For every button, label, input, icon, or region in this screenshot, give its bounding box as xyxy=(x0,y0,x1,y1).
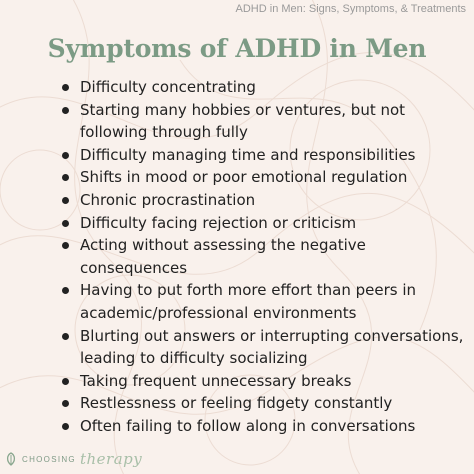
symptom-list xyxy=(60,76,468,438)
list-item-text: Starting many hobbies or ventures, but not following through fully xyxy=(80,100,406,142)
bullet-icon xyxy=(62,242,69,249)
list-item xyxy=(60,370,468,393)
page-title: Symptoms of ADHD in Men xyxy=(47,34,427,63)
list-item xyxy=(60,392,468,415)
list-item xyxy=(60,212,468,235)
list-item xyxy=(60,234,468,279)
bullet-icon xyxy=(62,287,69,294)
logo-word-choosing: CHOOSING xyxy=(22,454,76,464)
list-item xyxy=(60,99,468,144)
list-item-text: Acting without assessing the negative consequences xyxy=(80,236,366,277)
list-item-text: Having to put forth more effort than peers in academic/professional environments xyxy=(80,281,417,322)
leaf-logo-icon xyxy=(4,452,18,466)
logo-word-therapy: therapy xyxy=(79,450,143,468)
bullet-icon xyxy=(62,220,69,227)
list-item-text: Difficulty managing time and responsibilities xyxy=(80,145,416,164)
list-item-text: Taking frequent unnecessary breaks xyxy=(80,371,352,390)
list-item xyxy=(60,279,468,324)
bullet-icon xyxy=(62,84,69,91)
bullet-icon xyxy=(62,400,69,407)
bullet-icon xyxy=(62,197,69,204)
list-item xyxy=(60,325,468,370)
list-item xyxy=(60,415,468,438)
list-item xyxy=(60,76,468,99)
bullet-icon xyxy=(62,107,69,114)
list-item xyxy=(60,144,468,167)
list-item-text: Chronic procrastination xyxy=(80,190,256,209)
list-item xyxy=(60,189,468,212)
bullet-icon xyxy=(62,174,69,181)
list-item-text: Difficulty facing rejection or criticism xyxy=(80,213,357,232)
list-item xyxy=(60,166,468,189)
list-item-text: Difficulty concentrating xyxy=(80,78,256,96)
bullet-icon xyxy=(62,423,69,430)
page-caption: ADHD in Men: Signs, Symptoms, & Treatments xyxy=(235,3,466,15)
list-item-text: Shifts in mood or poor emotional regulation xyxy=(80,168,408,187)
bullet-icon xyxy=(62,378,69,385)
bullet-icon xyxy=(62,333,69,340)
list-item-text: Often failing to follow along in conversations xyxy=(80,416,416,435)
list-item-text: Restlessness or feeling fidgety constantly xyxy=(80,394,393,413)
bullet-icon xyxy=(62,152,69,159)
list-item-text: Blurting out answers or interrupting conversations, leading to difficulty socializing xyxy=(80,326,464,368)
choosing-therapy-logo[interactable] xyxy=(4,450,142,468)
